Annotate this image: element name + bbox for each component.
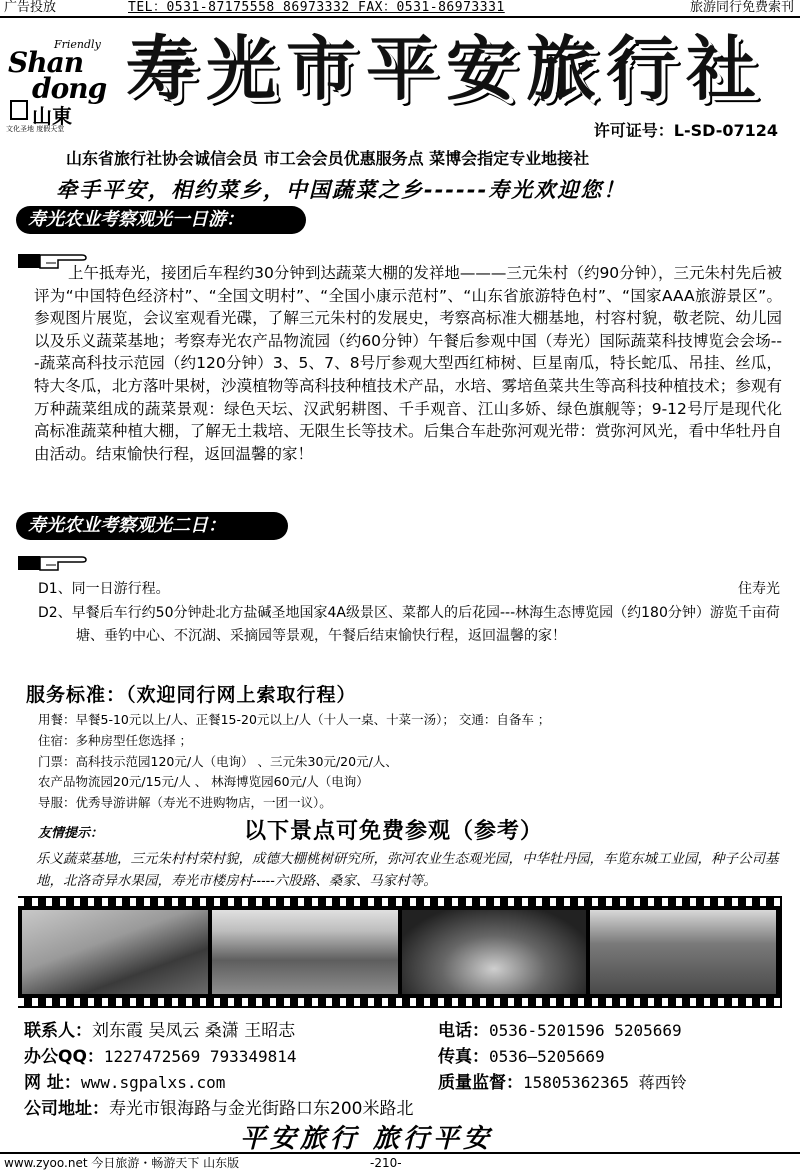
photo-officials-greenhouse [22, 910, 208, 994]
contact-web-label: 网 址： [24, 1073, 81, 1093]
service-guide: 导服：优秀导游讲解（寿光不进购物店，一团一议）。 [38, 795, 332, 810]
page-number: -210- [370, 1156, 402, 1170]
seal-icon [10, 100, 28, 120]
logo-friendly: Friendly [54, 38, 101, 51]
contact-qq-label: 办公QQ： [24, 1047, 104, 1067]
license-number: 许可证号：L-SD-07124 [593, 121, 778, 140]
pointing-hand-icon [18, 552, 88, 572]
tour1-description: 上午抵寿光，接团后车程约30分钟到达蔬菜大棚的发祥地———三元朱村（约90分钟），三元朱村先后被评为“中国特色经济村”、“全国文明村”、“全国小康示范村”、“山东省旅游特色村”、“国家AAA旅游景区”。参观图片展览，会议室观看光碟，了解三元朱村的发展史，考察高标准大棚基地，村容村貌，敬老院、幼儿园以及乐义蔬菜基地；考察寿光农产品物流园（约60分钟）午餐后参观中国（寿光）国际蔬菜科技博览会会场---蔬菜高科技示范园（约120分钟）3、5、7、8号厅参观大型西红柿树、巨星南瓜，特长蛇瓜、吊挂、丝瓜，特大冬瓜，北方落叶果树，沙漠植物等高科技种植技术产品，水培、雾培鱼菜共生等高科技种植技术；参观有万种蔬菜组成的蔬菜景观：绿色天坛、汉武躬耕图、千手观音、江山多娇、绿色旗舰等；9-12号厅是现代化高标准蔬菜种植大棚，了解无土栽培、无限生长等技术。后集合车赴弥河观光带：赏弥河风光，看中华牡丹自由活动。结束愉快行程，返回温馨的家！ [34, 264, 782, 463]
contact-phone-label: 电话： [438, 1021, 489, 1041]
logo-dong: dong [32, 72, 107, 105]
day2-itinerary: D2、早餐后车行约50分钟赴北方盐碱圣地国家4A级景区、菜都人的后花园---林海生态博览园（约180分钟）游览千亩荷塘、垂钓中心、不沉湖、采摘园等景观，午餐后结束愉快行程，返回温馨的家！ [38, 605, 780, 644]
contact-fax [438, 1042, 605, 1067]
day1-itinerary: D1、同一日游行程。 [38, 581, 170, 597]
logo-cn: 山東 [32, 104, 72, 128]
contact-quality [438, 1068, 687, 1093]
film-holes [18, 998, 782, 1006]
contact-qq [24, 1042, 297, 1067]
service-tickets-2: 农产品物流园20元/15元/人 、 林海博览园60元/人（电询） [38, 774, 369, 789]
service-title: 服务标准：（欢迎同行网上索取行程） [26, 684, 357, 706]
contact-address [24, 1094, 413, 1119]
membership-line: 山东省旅行社协会诚信会员 市工会会员优惠服务点 菜博会指定专业地接社 [66, 149, 590, 168]
photo-vine-tunnel [402, 910, 586, 994]
tour2-banner: 寿光农业考察观光二日： [16, 512, 288, 540]
footer-site: www.zyoo.net 今日旅游・畅游天下 山东版 [4, 1156, 240, 1170]
ad-label: 广告投放 [4, 0, 57, 15]
contact-web-url[interactable]: www.sgpalxs.com [80, 1073, 226, 1092]
service-meal: 用餐：早餐5-10元以上/人、正餐15-20元以上/人（十人一桌、十菜一汤）； 交通：自备车 ； [38, 712, 551, 727]
photo-vegetable-plants [590, 910, 776, 994]
contact-qq-number: 1227472569 793349814 [103, 1047, 297, 1066]
service-tickets-1: 门票：高科技示范园120元/人（电询） 、三元朱30元/20元/人、 [38, 754, 398, 769]
free-request-label: 旅游同行免费索刊 [689, 0, 794, 15]
page-title: 寿光市平安旅行社 [126, 28, 766, 110]
contact-fax-label: 传真： [438, 1047, 489, 1067]
contact-people-label: 联系人： [24, 1021, 92, 1041]
contact-address-label: 公司地址： [24, 1099, 109, 1119]
contact-quality-label: 质量监督： [438, 1073, 523, 1093]
service-lodging: 住宿：多种房型任您选择 ； [38, 733, 192, 748]
contact-address-value: 寿光市银海路与金光街路口东200米路北 [109, 1099, 414, 1119]
contact-website [24, 1068, 225, 1093]
logo-subtitle: 文化圣地 度假天堂 [6, 125, 65, 133]
slogan: 牵手平安，相约菜乡，中国蔬菜之乡------寿光欢迎您！ [56, 178, 627, 202]
contact-phone [438, 1016, 682, 1041]
contact-fax-number: 0536—5205669 [489, 1047, 605, 1066]
free-sights-list: 乐义蔬菜基地，三元朱村村荣村貌，成德大棚桃树研究所，弥河农业生态观光园，中华牡丹园，车览东城工业园，种子公司基地，北洛奇异水果园，寿光市楼房村-----六股路、桑家、马家村等。 [36, 851, 779, 889]
friendly-tip-label: 友情提示： [38, 826, 104, 841]
contact-people-names: 刘东霞 吴凤云 桑潇 王昭志 [92, 1021, 296, 1041]
top-bar [0, 0, 800, 18]
tel-fax: TEL：0531-87175558 86973332 FAX：0531-86973331 [128, 0, 505, 15]
free-sights-title: 以下景点可免费参观（参考） [244, 819, 544, 844]
shandong-logo [6, 30, 107, 133]
film-holes [18, 898, 782, 906]
contact-people [24, 1016, 295, 1041]
photo-filmstrip [18, 896, 782, 1008]
footer [0, 1152, 800, 1172]
contact-quality-value: 15805362365 蒋西铃 [523, 1073, 687, 1092]
day1-stay: 住寿光 [738, 581, 780, 597]
motto: 平安旅行 旅行平安 [240, 1124, 494, 1154]
contact-phone-number: 0536-5201596 5205669 [489, 1021, 682, 1040]
photo-greenhouse-field [212, 910, 398, 994]
logo-shan: Shan [8, 46, 84, 79]
tour1-banner: 寿光农业考察观光一日游： [16, 206, 306, 234]
